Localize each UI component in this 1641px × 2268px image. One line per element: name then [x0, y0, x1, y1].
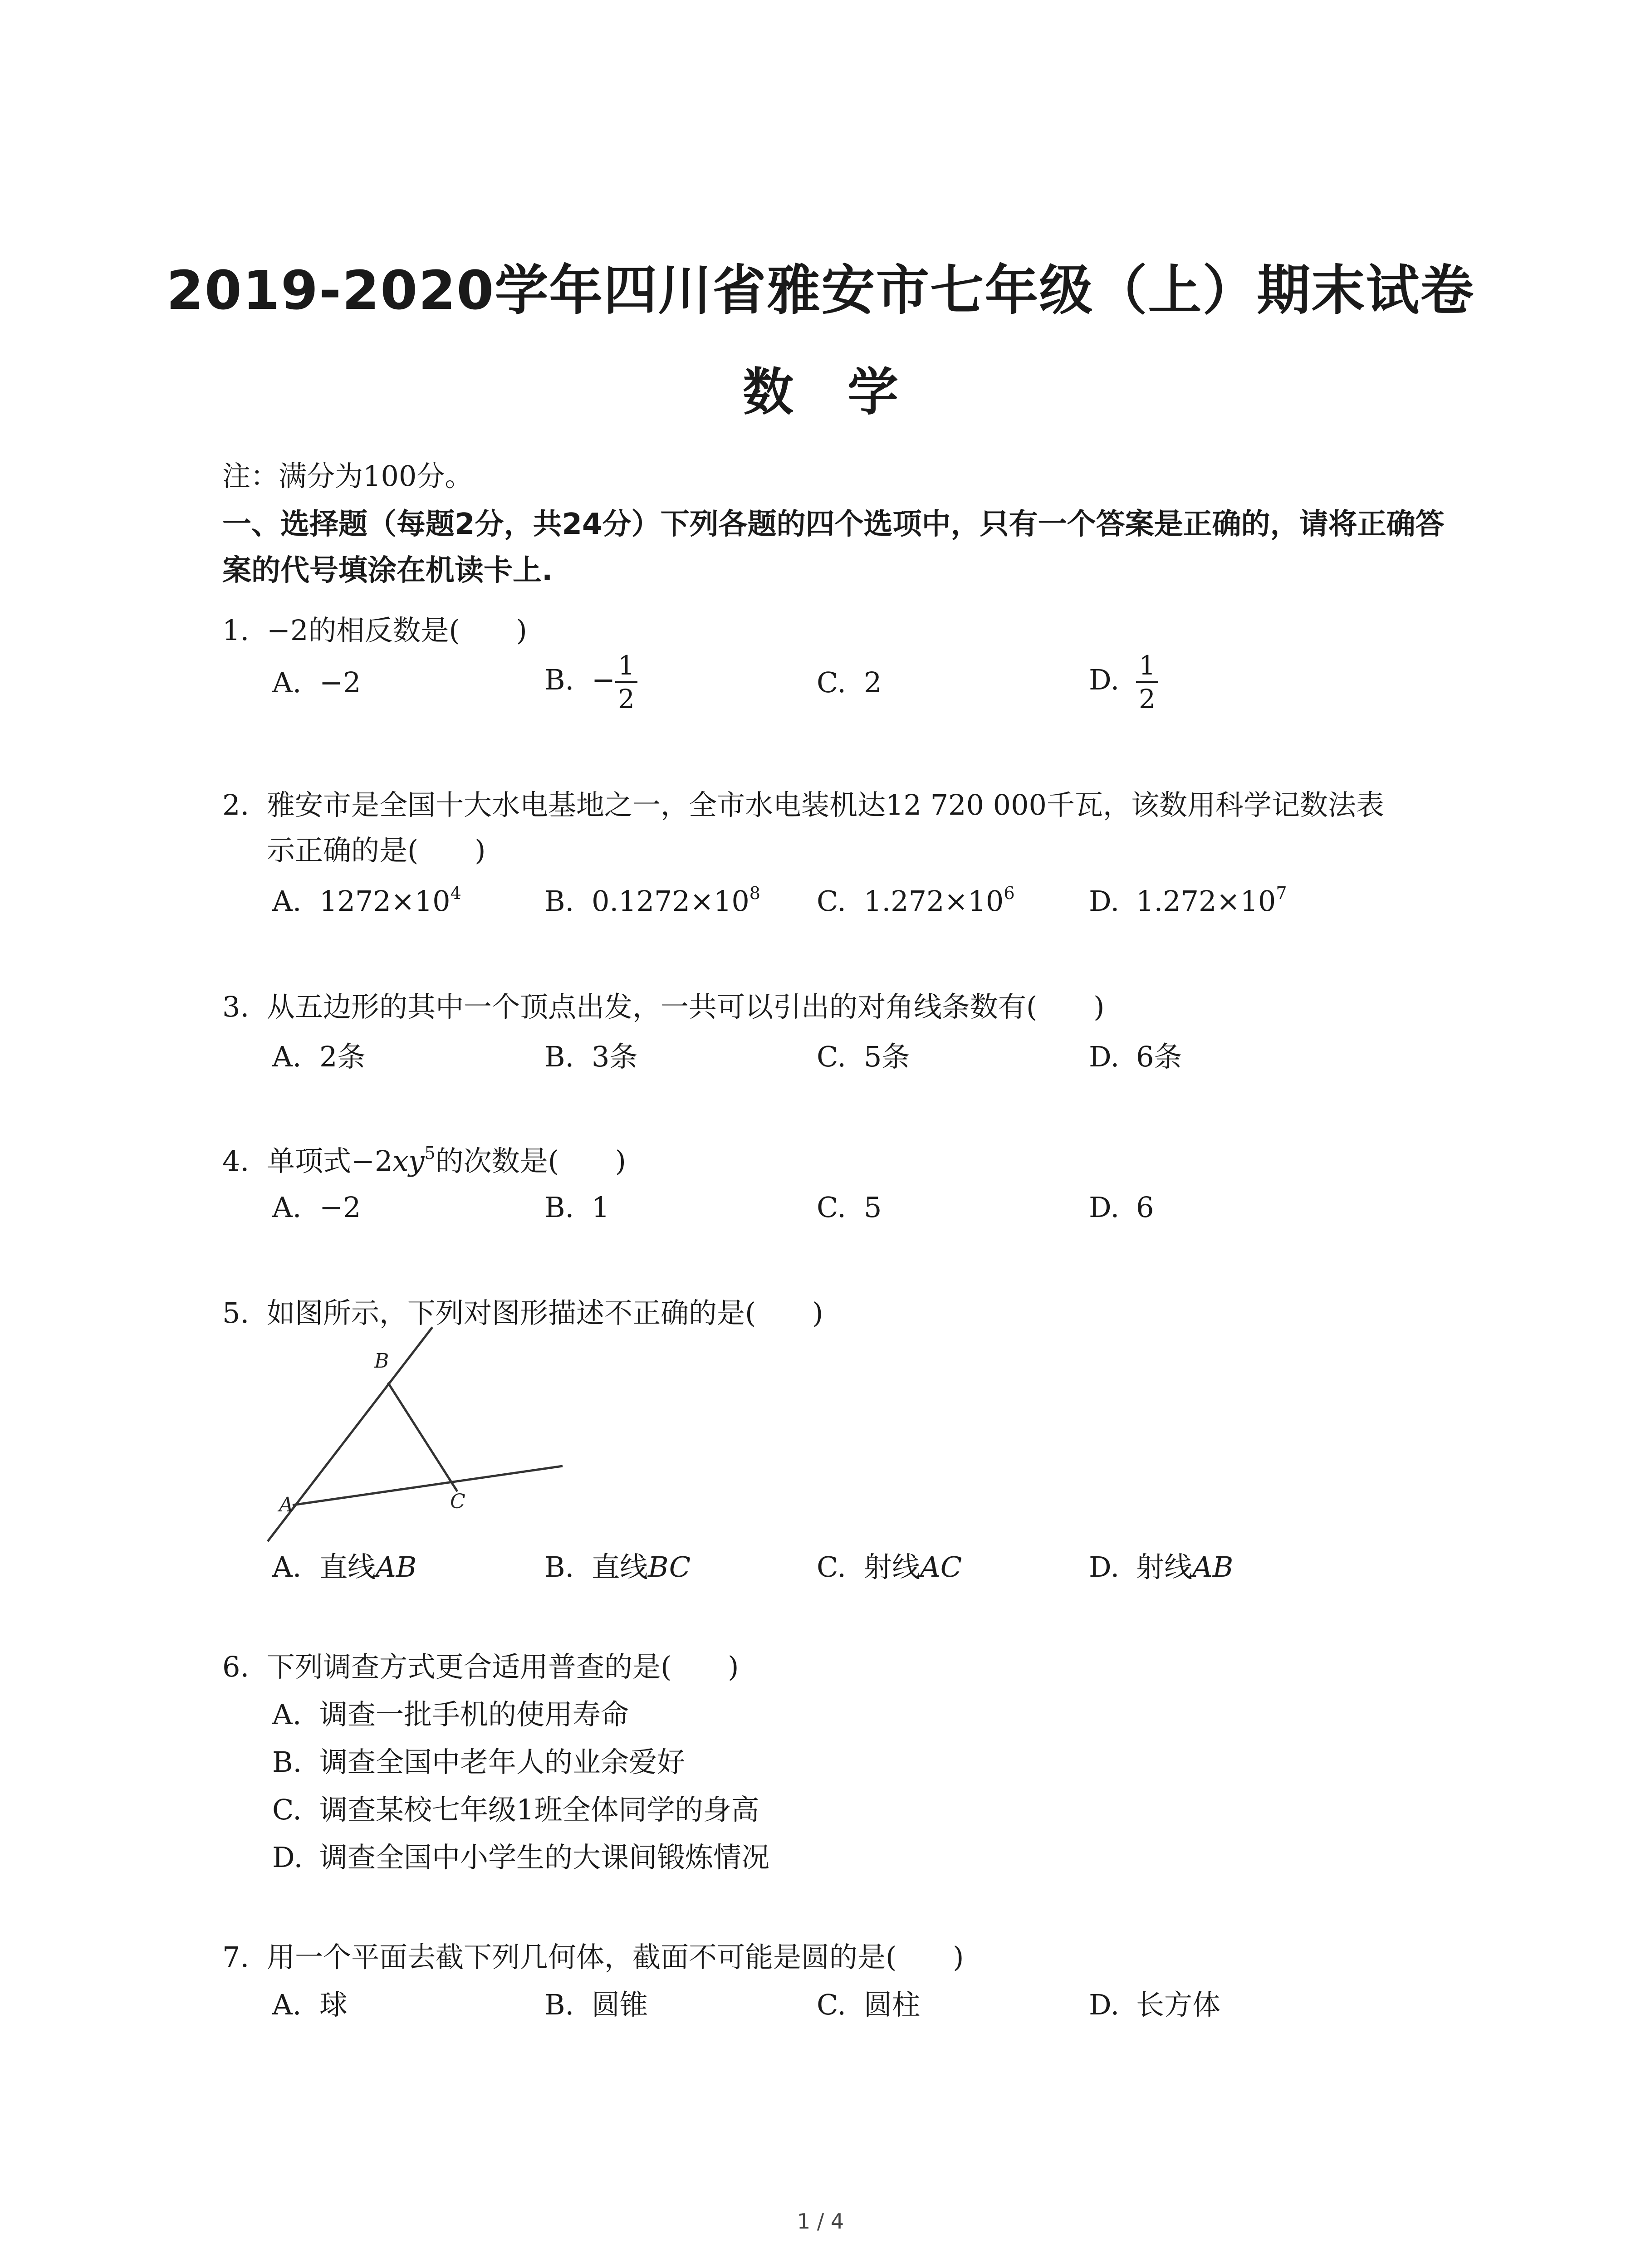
option-letter: A. — [272, 1191, 302, 1224]
exponent: 4 — [450, 883, 461, 903]
option-text: −2 — [319, 1191, 361, 1224]
option-a — [272, 885, 461, 918]
option-letter: B. — [544, 1191, 574, 1224]
question-number: 5. — [222, 1296, 250, 1330]
line-ac — [293, 1466, 563, 1505]
option-letter: D. — [1089, 885, 1120, 918]
option-letter: B. — [272, 1745, 302, 1779]
option-c — [817, 1191, 882, 1224]
option-d — [1089, 1545, 1233, 1585]
question-2 — [222, 782, 1456, 873]
option-a — [272, 1034, 365, 1075]
option-text: −2 — [319, 666, 361, 699]
option-letter: D. — [1089, 1988, 1120, 2021]
exponent: 5 — [424, 1143, 436, 1163]
option-letter: A. — [272, 1988, 302, 2021]
option-text: 1.272×10 — [1136, 885, 1276, 918]
section-heading: 一、选择题（每题2分，共24分）下列各题的四个选项中，只有一个答案是正确的，请将正确答案的代号填涂在机读卡上. — [222, 508, 1445, 587]
option-letter: C. — [817, 1550, 846, 1584]
denominator: 2 — [617, 684, 635, 714]
option-text: 调查全国中老年人的业余爱好 — [319, 1745, 686, 1779]
option-text: 1.272×10 — [864, 885, 1004, 918]
option-text: 6条 — [1136, 1040, 1182, 1073]
option-letter: D. — [1089, 1040, 1120, 1073]
option-a — [272, 666, 361, 699]
variable: AB — [376, 1550, 417, 1584]
option-d — [1089, 652, 1158, 712]
option-text: 圆锥 — [592, 1988, 648, 2021]
option-text: 5 — [864, 1191, 882, 1224]
option-d — [1089, 885, 1287, 918]
fraction — [615, 652, 637, 712]
option-b — [544, 1545, 691, 1585]
option-letter: A. — [272, 1040, 302, 1073]
option-d — [272, 1835, 769, 1875]
question-stem: 下列调查方式更合适用普查的是( ) — [267, 1650, 739, 1683]
question-6 — [222, 1644, 739, 1690]
variable: xy — [392, 1144, 425, 1178]
option-b — [272, 1740, 685, 1780]
question-stem: 雅安市是全国十大水电基地之一，全市水电装机达12 720 000千瓦，该数用科学记数法表 — [267, 788, 1384, 821]
question-stem: 如图所示，下列对图形描述不正确的是( ) — [267, 1296, 823, 1330]
exponent: 8 — [749, 883, 760, 903]
question-stem: −2的相反数是( ) — [267, 614, 527, 647]
exam-title: 2019-2020学年四川省雅安市七年级（上）期末试卷 — [166, 259, 1475, 322]
option-d — [1089, 1982, 1220, 2023]
question-stem-end: 的次数是( ) — [435, 1144, 626, 1178]
numerator: 1 — [615, 652, 637, 683]
option-text: 射线 — [864, 1550, 921, 1584]
exponent: 6 — [1004, 883, 1015, 903]
variable: BC — [648, 1550, 691, 1584]
option-b — [544, 1191, 609, 1224]
question-4 — [222, 1139, 626, 1184]
question-number: 6. — [222, 1650, 250, 1683]
minus-sign: − — [592, 663, 615, 697]
option-a — [272, 1982, 348, 2023]
option-letter: B. — [544, 1040, 574, 1073]
option-text: 圆柱 — [864, 1988, 921, 2021]
numerator: 1 — [1136, 652, 1158, 683]
option-d — [1089, 1034, 1182, 1075]
question-number: 3. — [222, 990, 250, 1023]
option-text: 2 — [864, 666, 882, 699]
option-text: 射线 — [1136, 1550, 1193, 1584]
question-stem: 单项式−2 — [267, 1144, 393, 1178]
option-letter: B. — [544, 1988, 574, 2021]
option-text: 3条 — [592, 1040, 638, 1073]
option-text: 1 — [592, 1191, 610, 1224]
option-text: 调查全国中小学生的大课间锻炼情况 — [319, 1841, 770, 1874]
score-note: 注：满分为100分。 — [222, 459, 473, 493]
option-letter: C. — [272, 1793, 302, 1826]
option-text: 直线 — [592, 1550, 648, 1584]
option-letter: D. — [1089, 663, 1120, 697]
variable: AB — [1192, 1550, 1234, 1584]
question-number: 7. — [222, 1941, 250, 1974]
option-letter: C. — [817, 1988, 846, 2021]
question-3 — [222, 984, 1104, 1030]
option-text: 0.1272×10 — [592, 885, 749, 918]
label-a: A — [279, 1493, 294, 1516]
option-b — [544, 1034, 637, 1075]
option-letter: C. — [817, 666, 846, 699]
option-text: 5条 — [864, 1040, 910, 1073]
question-number: 1. — [222, 614, 250, 647]
option-c — [817, 666, 882, 699]
question-stem: 从五边形的其中一个顶点出发，一共可以引出的对角线条数有( ) — [267, 990, 1105, 1023]
option-letter: A. — [272, 1698, 302, 1731]
option-b — [544, 885, 760, 918]
option-letter: D. — [1089, 1550, 1120, 1584]
option-letter: C. — [817, 1191, 846, 1224]
option-text: 2条 — [319, 1040, 366, 1073]
page-number: 1 / 4 — [797, 2209, 844, 2234]
label-c: C — [450, 1490, 465, 1513]
option-c — [817, 1545, 962, 1585]
option-text: 6 — [1136, 1191, 1154, 1224]
option-c — [817, 885, 1015, 918]
option-a — [272, 1545, 416, 1585]
denominator: 2 — [1139, 684, 1156, 714]
option-a — [272, 1191, 361, 1224]
triangle-figure — [254, 1325, 581, 1547]
option-letter: D. — [272, 1841, 303, 1874]
option-text: 调查某校七年级1班全体同学的身高 — [319, 1793, 759, 1826]
question-stem: 用一个平面去截下列几何体，截面不可能是圆的是( ) — [267, 1941, 964, 1974]
label-b: B — [374, 1349, 389, 1373]
option-text: 1272×10 — [319, 885, 451, 918]
option-text: 调查一批手机的使用寿命 — [319, 1698, 629, 1731]
option-c — [272, 1787, 759, 1828]
option-letter: B. — [544, 885, 574, 918]
option-c — [817, 1982, 920, 2023]
question-stem-continued: 示正确的是( ) — [267, 834, 486, 867]
question-number: 2. — [222, 788, 250, 821]
option-letter: A. — [272, 666, 302, 699]
question-number: 4. — [222, 1144, 250, 1178]
option-a — [272, 1692, 629, 1732]
variable: AC — [920, 1550, 962, 1584]
question-1 — [222, 608, 527, 653]
subject-title: 数 学 — [743, 363, 898, 422]
segment-bc — [388, 1383, 457, 1491]
question-7 — [222, 1935, 964, 1980]
option-letter: A. — [272, 885, 302, 918]
option-letter: D. — [1089, 1191, 1120, 1224]
option-b — [544, 652, 637, 712]
option-b — [544, 1982, 648, 2023]
option-letter: C. — [817, 1040, 846, 1073]
option-letter: A. — [272, 1550, 302, 1584]
option-letter: C. — [817, 885, 846, 918]
option-d — [1089, 1191, 1154, 1224]
option-letter: B. — [544, 1550, 574, 1584]
fraction — [1136, 652, 1158, 712]
option-c — [817, 1034, 910, 1075]
option-letter: B. — [544, 663, 574, 697]
exponent: 7 — [1276, 883, 1287, 903]
option-text: 球 — [319, 1988, 348, 2021]
option-text: 直线 — [319, 1550, 376, 1584]
option-text: 长方体 — [1136, 1988, 1221, 2021]
